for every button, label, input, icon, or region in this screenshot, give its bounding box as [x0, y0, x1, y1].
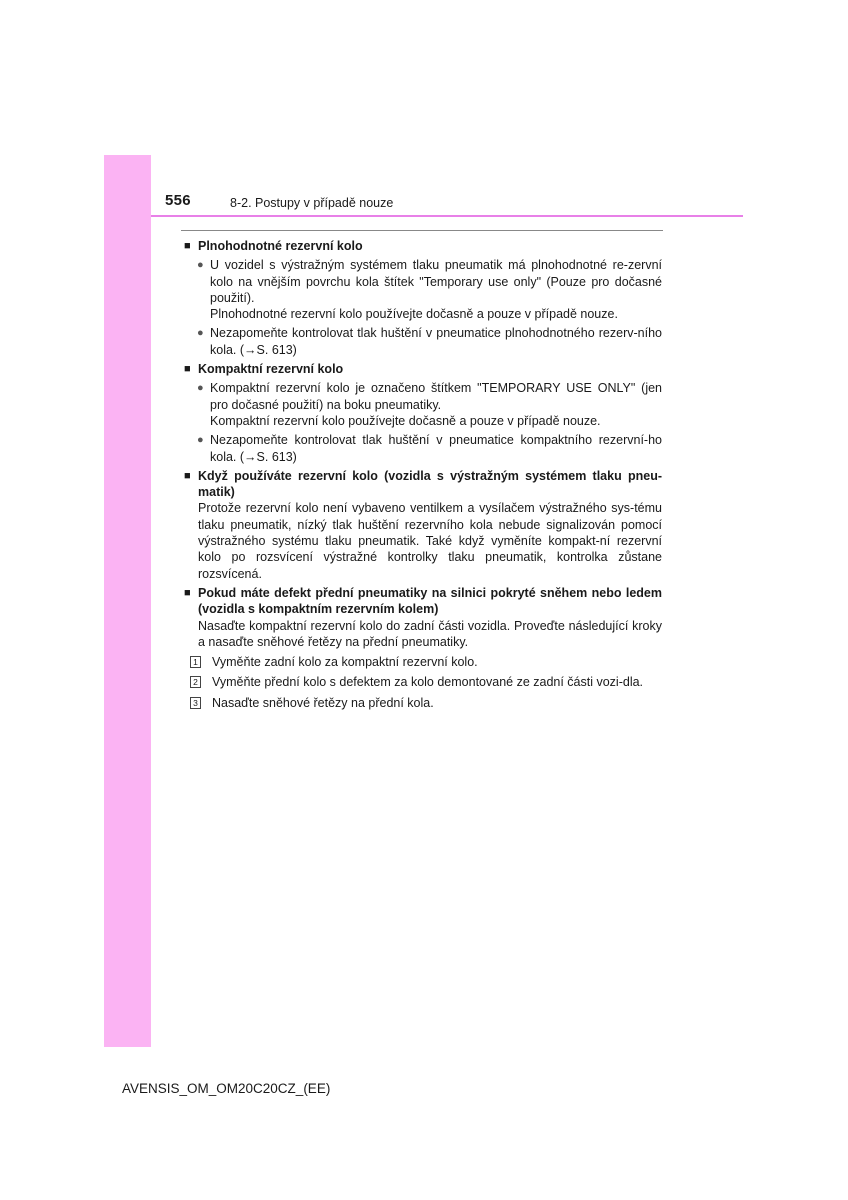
bullet-text: Nezapomeňte kontrolovat tlak huštění v pneumatice kompaktního rezervní-ho kola. (→S. 613): [210, 433, 662, 464]
circle-bullet-icon: ●: [197, 327, 204, 340]
heading-text: Když používáte rezervní kolo (vozidla s výstražným systémem tlaku pneu-matik): [198, 468, 662, 500]
bullet-text: Kompaktní rezervní kolo je označeno štítkem "TEMPORARY USE ONLY" (jen pro dočasné použití) na boku pneumatiky.: [210, 381, 662, 412]
list-item: [197, 432, 662, 465]
section-heading: [184, 361, 662, 377]
list-item: [197, 325, 662, 358]
square-bullet-icon: ■: [184, 586, 191, 599]
section-heading: [184, 468, 662, 501]
heading-text: Kompaktní rezervní kolo: [198, 362, 344, 377]
step-item: [190, 674, 662, 690]
step-text: Vyměňte přední kolo s defektem za kolo demontované ze zadní části vozi-dla.: [212, 675, 644, 690]
circle-bullet-icon: ●: [197, 434, 204, 447]
section-paragraph: Nasaďte kompaktní rezervní kolo do zadní části vozidla. Proveďte následující kroky a nasaďte sněhové řetězy na přední pneumatiky.: [198, 618, 662, 649]
heading-text: Pokud máte defekt přední pneumatiky na silnici pokryté sněhem nebo ledem (vozidla s kompaktním rezervním kolem): [198, 585, 662, 617]
bullet-text: Nezapomeňte kontrolovat tlak huštění v pneumatice plnohodnotného rezerv-ního kola. (→S. 613): [210, 326, 662, 357]
list-item: [197, 257, 662, 322]
step-item: [190, 654, 662, 670]
step-text: Nasaďte sněhové řetězy na přední kola.: [212, 695, 434, 710]
step-number: 3: [190, 697, 201, 709]
step-number: 2: [190, 676, 201, 688]
content-divider: [181, 230, 663, 231]
section-heading: [184, 585, 662, 618]
step-item: [190, 695, 662, 711]
bullet-text: U vozidel s výstražným systémem tlaku pneumatik má plnohodnotné re-zervní kolo na vnějším povrchu kola štítek "Temporary use only" (Pouze pro dočasné použití).: [210, 258, 662, 305]
list-item: [197, 380, 662, 429]
bullet-extra-text: Kompaktní rezervní kolo používejte dočasně a pouze v případě nouze.: [210, 413, 601, 428]
page-number: 556: [165, 192, 191, 209]
section-title: 8-2. Postupy v případě nouze: [230, 196, 394, 210]
side-tab-bar: [104, 155, 151, 1047]
step-text: Vyměňte zadní kolo za kompaktní rezervní kolo.: [212, 655, 478, 670]
step-number: 1: [190, 656, 201, 668]
section-paragraph: Protože rezervní kolo není vybaveno ventilkem a vysílačem výstražného sys-tému tlaku pneumatik, nízký tlak huštění rezervního kola nebude signalizován pomocí výstražného systému tlaku pneumatik. Také když vyměníte kompakt-ní rezervní kolo po rozsvícení výstražné kontrolky tlaku pneumatik, kontrolka zůstane rozsvícená.: [198, 501, 662, 581]
square-bullet-icon: ■: [184, 240, 191, 252]
bullet-extra-text: Plnohodnotné rezervní kolo používejte dočasně a pouze v případě nouze.: [210, 307, 618, 322]
circle-bullet-icon: ●: [197, 382, 204, 395]
page-content: [184, 235, 662, 711]
circle-bullet-icon: ●: [197, 259, 204, 272]
square-bullet-icon: ■: [184, 363, 191, 376]
footer-code: AVENSIS_OM_OM20C20CZ_(EE): [122, 1081, 331, 1096]
header-divider: [151, 215, 743, 217]
heading-text: Plnohodnotné rezervní kolo: [198, 239, 363, 253]
section-heading: [184, 238, 662, 254]
square-bullet-icon: ■: [184, 469, 191, 482]
